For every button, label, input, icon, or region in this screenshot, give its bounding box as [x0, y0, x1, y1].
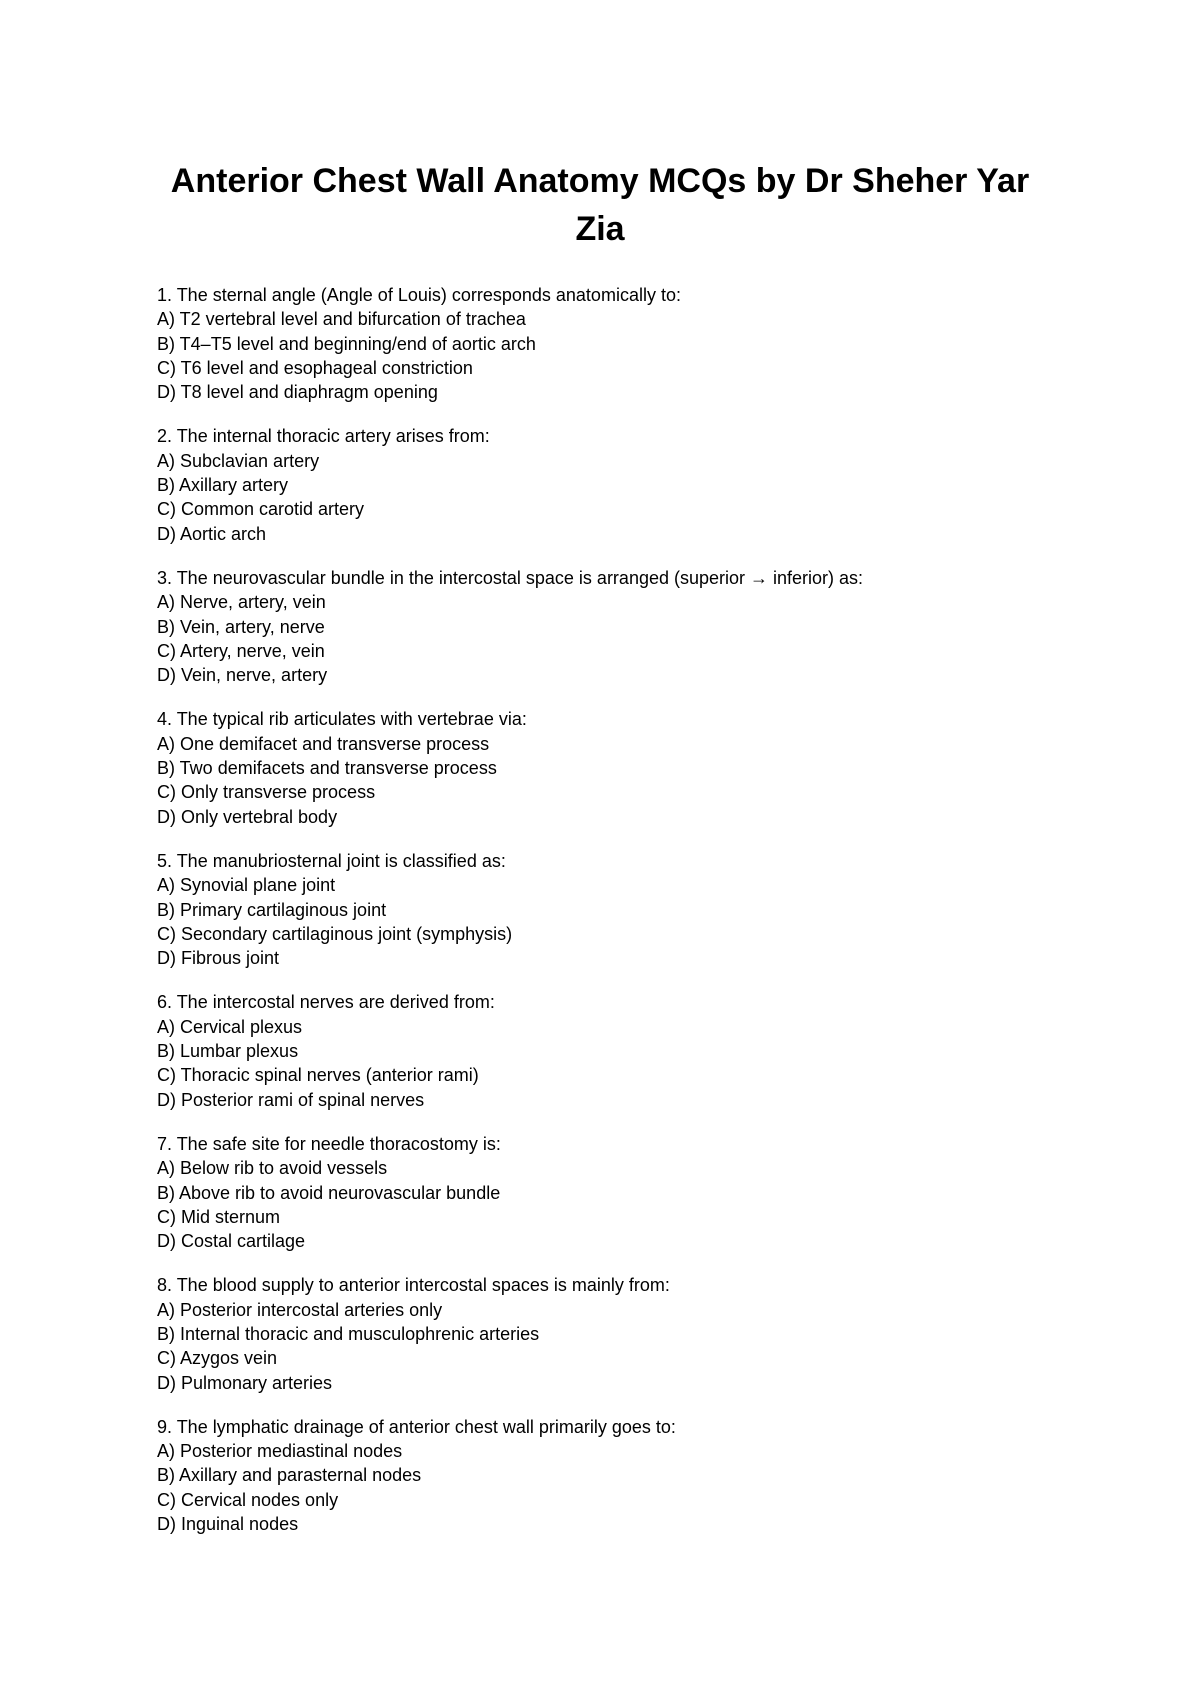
answer-option-c: C) Mid sternum [157, 1206, 281, 1227]
question-stem: 1. The sternal angle (Angle of Louis) corresponds anatomically to: [157, 285, 681, 305]
answer-option-c: C) Common carotid artery [157, 499, 365, 520]
question-3 [157, 566, 1057, 687]
question-9 [157, 1415, 1057, 1536]
answer-option-d: D) T8 level and diaphragm opening [157, 382, 438, 403]
answer-option-a: A) Nerve, artery, vein [157, 592, 326, 613]
question-stem: 6. The intercostal nerves are derived from: [157, 992, 495, 1013]
answer-option-d: D) Vein, nerve, artery [157, 665, 328, 686]
answer-option-b: B) Internal thoracic and musculophrenic arteries [157, 1323, 540, 1344]
answer-option-d: D) Posterior rami of spinal nerves [157, 1089, 425, 1110]
answer-option-b: B) Vein, artery, nerve [157, 616, 325, 637]
answer-option-a: A) Synovial plane joint [157, 875, 336, 896]
question-stem: 3. The neurovascular bundle in the intercostal space is arranged (superior → inferior) as: [157, 567, 864, 588]
answer-option-b: B) Axillary artery [157, 475, 289, 496]
answer-option-d: D) Aortic arch [157, 523, 267, 544]
answer-option-b: B) Axillary and parasternal nodes [157, 1465, 422, 1486]
question-list [157, 283, 1057, 1556]
answer-option-b: B) Above rib to avoid neurovascular bundle [157, 1182, 501, 1203]
answer-option-d: D) Pulmonary arteries [157, 1372, 333, 1393]
answer-option-a: A) T2 vertebral level and bifurcation of trachea [157, 309, 526, 330]
question-6 [157, 990, 1057, 1111]
answer-option-b: B) Lumbar plexus [157, 1041, 299, 1062]
answer-option-c: C) T6 level and esophageal constriction [157, 357, 473, 378]
answer-option-d: D) Only vertebral body [157, 806, 338, 827]
answer-option-c: C) Thoracic spinal nerves (anterior rami) [157, 1065, 479, 1086]
question-stem: 2. The internal thoracic artery arises from: [157, 426, 490, 447]
question-stem: 8. The blood supply to anterior intercostal spaces is mainly from: [157, 1275, 670, 1296]
answer-option-a: A) Posterior intercostal arteries only [157, 1299, 443, 1320]
answer-option-d: D) Inguinal nodes [157, 1514, 299, 1535]
question-stem: 7. The safe site for needle thoracostomy is: [157, 1133, 501, 1154]
answer-option-b: B) Primary cartilaginous joint [157, 899, 387, 920]
question-2 [157, 424, 1057, 545]
answer-option-a: A) One demifacet and transverse process [157, 733, 490, 754]
question-4 [157, 707, 1057, 828]
question-5 [157, 849, 1057, 970]
answer-option-b: B) Two demifacets and transverse process [157, 758, 497, 779]
question-stem: 9. The lymphatic drainage of anterior chest wall primarily goes to: [157, 1416, 676, 1437]
answer-option-c: C) Only transverse process [157, 782, 376, 803]
answer-option-c: C) Artery, nerve, vein [157, 640, 325, 661]
answer-option-c: C) Secondary cartilaginous joint (symphysis) [157, 923, 513, 944]
question-stem: 5. The manubriosternal joint is classified as: [157, 850, 506, 871]
answer-option-a: A) Posterior mediastinal nodes [157, 1441, 403, 1462]
answer-option-c: C) Azygos vein [157, 1348, 278, 1369]
question-8 [157, 1273, 1057, 1394]
answer-option-d: D) Costal cartilage [157, 1231, 306, 1252]
answer-option-a: A) Below rib to avoid vessels [157, 1158, 388, 1179]
page-title: Anterior Chest Wall Anatomy MCQs by Dr Sheher Yar Zia [170, 162, 1030, 248]
question-1 [157, 283, 1057, 404]
answer-option-d: D) Fibrous joint [157, 948, 280, 969]
question-stem: 4. The typical rib articulates with vertebrae via: [157, 709, 527, 730]
answer-option-a: A) Subclavian artery [157, 450, 320, 471]
answer-option-a: A) Cervical plexus [157, 1016, 303, 1037]
answer-option-c: C) Cervical nodes only [157, 1489, 339, 1510]
question-7 [157, 1132, 1057, 1253]
answer-option-b: B) T4–T5 level and beginning/end of aortic arch [157, 333, 536, 354]
